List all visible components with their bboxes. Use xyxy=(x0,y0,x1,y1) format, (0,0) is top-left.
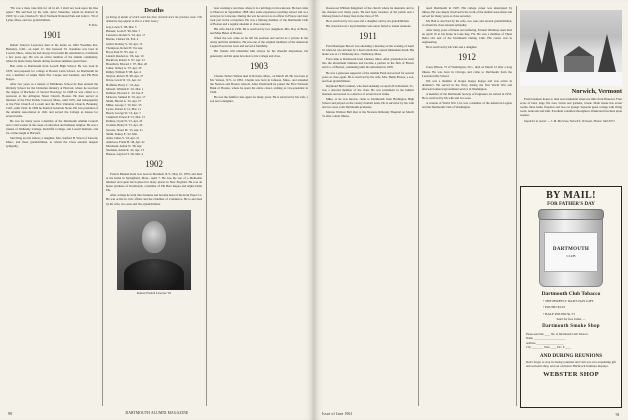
death-entry: Anderson, Frank H. '48, Apr. 22 xyxy=(106,139,145,144)
death-entry: Brouillard, Edward J. '07, Mar. 26 xyxy=(106,62,147,67)
obituary-paragraph: He is survived by his wife and a daughter. xyxy=(426,45,478,50)
ad-bullet: • HALF POUND $1.75 xyxy=(543,311,575,316)
death-entry: Slayton, Robert H. '08, Apr. 27 xyxy=(106,74,144,79)
death-entry: Davis, Lewis W. '10, Apr. 24 xyxy=(106,78,141,83)
obituary-paragraph: When the war came on he left his position and served as a private in the Army until the Armistice. He was one of the original members of the American Legion Post in his town and served it faithfully. xyxy=(210,36,308,49)
product-name: Dartmouth Club Tobacco xyxy=(541,291,601,297)
ad-desc: Send for free folder — xyxy=(556,317,586,322)
death-entry: Marsell, William E. '10, Mar. 1 xyxy=(106,86,144,91)
order-form-line[interactable]: Name ______________________ xyxy=(526,336,566,341)
obituary-text: tered Dartmouth in 1907. His college career was interrupted by illness. He was deeply involved in the work of the alumni association and served for many years as class secretary. xyxy=(422,6,512,19)
left-column-1 xyxy=(6,6,98,402)
page-number: 90 xyxy=(8,411,13,416)
norwich-inquiries: Inquiries to owner — J. M. McGraw, Norwich, Vermont. Phone: 649-3071 xyxy=(524,119,615,124)
deaths-list xyxy=(106,25,202,156)
obituary-paragraph: Jones Wilson, 72 of Washington, D.C., died on March 12 after a long illness. He was born in Chicago and came to Dartmouth from the Lawrenceville School. xyxy=(422,65,512,78)
left-footer xyxy=(8,411,306,416)
right-column-2 xyxy=(422,6,512,402)
ad-subhead: FOR FATHER'S DAY xyxy=(547,202,595,207)
obituary-paragraph: He was the faithful class agent for many years. He is survived by his wife, a son and a daughter. xyxy=(210,94,308,103)
death-entry: Barnes, Charles '02, Feb. 4 xyxy=(106,37,139,42)
death-entry: Hanson, Gaylord T. '46, Mar. 4 xyxy=(106,152,144,157)
death-entry: Cutler, Sidney A. '07, Apr. 30 xyxy=(106,66,142,71)
reunion-heading: AND DURING REUNIONS xyxy=(539,353,603,360)
ad-headline: BY MAIL! xyxy=(546,190,596,201)
obituary-text: Rosewood William Kingsford of the church where he attended, and to the channel over many years. He had been treasurer of his parish and a lifelong friend of many men in the class of '03. xyxy=(322,6,414,19)
obituary-paragraph: Surviving are his widow; a daughter, Mrs. Sanford B. Wood of Lincoln, Mass.; and three grandchildren, to whom the Class extends deepest sympathy. xyxy=(6,136,98,149)
death-entry: Lyons, Robert P. '12, Mar. 11 xyxy=(106,107,141,112)
obituary-paragraph: After two years as a master at Middlesex School he then entered the Divinity School for the Unitarian ministry at Harvard, where he received the degree of Bachelor of Sacred Theology. In 1908 he was called to a pastorate at the Arlington Street Church, Boston. He then served as minister of the First Parish, Concord, Mass., until 1935, and subsequently at the First Church of Lowell and the First Unitarian Church, Berkeley, Calif., until 1942. In 1906 he married Gertrude Stone. He was president of the Alumni Association in 1941 and served the College as trustee for several terms. xyxy=(6,81,98,119)
death-entry: Pellinan, Howard L. '10, Jan. 8 xyxy=(106,90,144,95)
tobacco-tin-image xyxy=(539,211,603,287)
obituary-paragraph: Robert Sancton Lawrence died at his home on 1902 Yosemite Rd., Berkeley, Calif., on April 17. Our honored '01 classmate was born in Lowell, Mass., where he had always lived until his retirement to California a few years ago. He was an active member of the alumni community, where he made many friends during fourteen summers spent there. xyxy=(6,43,98,64)
running-footer: Issue of June 1961 xyxy=(322,412,353,416)
obituary-paragraph: Marion Wallace Bell died at the Newton-Wellesley Hospital on March 31 after a short illness. xyxy=(322,109,414,118)
obituary-paragraph: Mr. Bell is survived by his wife, two sons and several grandchildren, to whom the class extends sympathy. xyxy=(422,19,512,28)
obituary-paragraph: He is survived by two sons and a daughter and by six grandchildren. xyxy=(326,19,410,24)
death-entry: Lawrence, Robert S. '01, Apr. 17 xyxy=(106,33,146,38)
obituary-paragraph: A veteran of World War I, he was a member of the American Legion and the Dartmouth Club of Washington. xyxy=(422,100,512,109)
obituary-paragraph: Mike, as he was known, came to Dartmouth from Burlington High School and played on the varsity football team. He is survived by his wife and two sons, both Dartmouth graduates. xyxy=(322,96,414,109)
obituary-paragraph: Bob came to Dartmouth from Lowell High School. He was born in 1878, and prepared for college at Boston Latin School. At Dartmouth he was a member of Alpha Delta Phi, Casque and Gauntlet, and Phi Beta Kappa. xyxy=(6,64,98,81)
norwich-ad-title: Norwich, Vermont xyxy=(571,88,622,95)
obituary-paragraph: His friends will remember him always for his cheerful disposition, his generosity and his quiet devotion to his College and class. xyxy=(210,49,308,58)
obituary-text: "He was a man, take him for all in all, I shall not look upon his like again." His survived by his wife, Alice Valentine, whom he married in 1903; by a son, Charles N. '46 of Vermont National Park and John C. '50 of Lyme, Mass, and two grandchildren. xyxy=(6,6,98,23)
obituary-paragraph: His wife died in 1936. He is survived by two daughters, Mrs. Ray of Barre, and Miss Helen of Boston. xyxy=(210,27,308,36)
obituary-paragraph: After many years of illness and suffering, Earnest Winthrop Auer died on April 19 at his home in Lake Ray, Fla. He was a member of Theta Delta Chi and of the Dartmouth Outing Club. His career was in engineering. xyxy=(422,28,512,45)
column-rule xyxy=(102,6,103,406)
right-column-1 xyxy=(322,6,414,402)
obituary-paragraph: Jim was a member of Kappa Kappa Kappa and was active in dramatics. He served in the Navy during the first World War and afterward entered government service in Washington. xyxy=(422,78,512,91)
death-entry: Perkins, Clyde W. '15, Apr. 25 xyxy=(106,119,143,124)
death-entry: Beach, George W. '13, Apr. 7 xyxy=(106,111,141,116)
signature: E.W.G. xyxy=(88,23,98,28)
photo-caption: Robert French Lawrow '01 xyxy=(136,290,172,295)
order-form-line[interactable]: City ________ State ____ Enc. $ ____ xyxy=(526,344,571,349)
death-entry: Campbell, Ernest P. '15, Mar. 13 xyxy=(106,115,145,120)
death-entry: Miller, George J. '10, Dec. 25 xyxy=(106,102,142,107)
order-form-line[interactable]: Please send me ____ lbs. of Dartmouth Club Tobacco. xyxy=(526,332,589,337)
obituary-text: beat working a real man, where it is a privilege to have known. He had come to Hanover in September 1898 after some experience teaching school and as a surveyor in Colorado. During the war he served as an officer in France and later took part in the occupation. He was a lifelong member of the Dartmouth Club of Boston and a regular attender at class reunions. xyxy=(210,6,308,27)
class-year-heading: 1911 xyxy=(359,31,377,42)
right-page xyxy=(314,0,628,420)
death-entry: Bennett, Louis P. '99, Mar. 7 xyxy=(106,29,141,34)
norwich-description: From business house to dual and residential street not mile from Hanover. Four acres of land, large flat area, lawns and gardens, brook. Main house has seven rooms, three baths, fireplace and two-car garage. Separate guest cottage with living room, bedroom and bath. Excellent condition throughout. Illustrated brochure upon request. xyxy=(520,97,622,118)
obituary-paragraph: His class has lost a loyal member who never failed to attend reunions. xyxy=(326,24,412,29)
death-entry: Hoffman, Harry C. '10, Apr. xyxy=(106,82,140,87)
running-footer: DARTMOUTH ALUMNI MAGAZINE xyxy=(125,411,189,415)
column-rule xyxy=(516,6,517,406)
column-rule xyxy=(206,6,207,406)
norwich-ad-text xyxy=(520,97,622,123)
obituary-paragraph: After college he went into business and became head of the Kent Paper Co. He was active in civic affairs and the Chamber of Commerce. He is survived by his wife, two sons and five grandchildren. xyxy=(106,193,202,206)
class-year-heading: 1912 xyxy=(458,52,476,63)
death-entry: Smith, Harold A. '10, Apr. 27 xyxy=(106,98,142,103)
obituary-paragraph: He was a generous supporter of the Alumni Fund and served for several years as class agent. He is survived by his wife, Mrs. Helen Brown, a son, and four grandchildren. xyxy=(322,70,414,83)
portrait-photo xyxy=(117,210,191,290)
death-entry: Tootikis, Henry P. '15, Apr. 26 xyxy=(106,123,143,128)
death-entry: Ridley, William F. '08, Apr. 4 xyxy=(106,70,142,75)
obituary-paragraph: He was for many years a member of the Dartmouth Alumni Council and a vital worker in the cause of education and humane religion. He was a trustee of Wellesley College, Radcliffe College, and Lowell Institute, and for a time taught at Harvard. xyxy=(6,119,98,136)
obituary-paragraph: Raymond Bell Cardinal, who died suddenly on April 20 in Rutland, Vt., was a devoted member of the class. He was prominent in the lumber business and served as a director of several local banks. xyxy=(322,83,414,96)
death-entry: Gay, Lewis S. '98, Mar. 3 xyxy=(106,25,137,30)
death-entry: Thompson, Robert H. '04, Apr. xyxy=(106,45,144,50)
death-entry: Morehead, Arthur N. '38, Apr. xyxy=(106,143,143,148)
death-entry: Smith, Sidney E. '22, Mar. xyxy=(106,131,138,136)
order-form-line[interactable]: Address ___________________ xyxy=(526,340,564,345)
tin-brand: DARTMOUTH xyxy=(552,246,590,252)
left-column-2 xyxy=(106,6,202,402)
death-entry: Gillett, Rodney S. '02, Apr. 15 xyxy=(106,41,143,46)
death-entry: Allen, James S. '23, Apr. 21 xyxy=(106,135,140,140)
norwich-house-photo xyxy=(520,10,622,86)
class-year-heading: 1903 xyxy=(250,60,268,71)
ad-bullet: • POUND $3.25 xyxy=(543,305,566,310)
obituary-paragraph: A member of the Dartmouth Society of Engineers, he retired in 1953. He is survived by his wife and two sons. xyxy=(422,91,512,100)
class-year-heading: 1901 xyxy=(43,30,61,41)
tobacco-advertisement xyxy=(520,186,622,408)
death-entry: Boyd, Paul W. '05, Apr. 4 xyxy=(106,49,137,54)
smoke-shop-name: Dartmouth Smoke Shop xyxy=(542,324,600,330)
death-entry: Mckown, Samuel R. '10, Apr. 17 xyxy=(106,94,146,99)
tin-sub: CLUB xyxy=(566,253,576,258)
obituary-paragraph: Fred Montague Brown was attending a meeting on the evening of April 16 when he was stricken by a heart attack that caused immediate death. His home was at 11 Wellesley Ave., Wellesley, Mass. xyxy=(322,44,414,57)
obituary-paragraph: Francis Bennett Kent was born in Marshall, N.Y., May 10, 1879, and died at his home in Springfield, Mass., April 7. He was the son of a Methodist minister and spent his boyhood in many places in New England. He was an honor graduate of Dartmouth, a member of Phi Beta Kappa and Alpha Delta Phi. xyxy=(106,172,202,193)
page-number: 91 xyxy=(615,412,620,417)
ad-bullet: • THE PERFECT DAD'S DAY GIFT xyxy=(543,299,594,303)
death-entry: Snedeker, Adam R. '42, Apr. 13 xyxy=(106,148,144,152)
obituary-paragraph: Fred came to Dartmouth from Chelsea, Mass. After graduation he went into the investment business and became a partner in the firm of Brown and Co. of Boston, continuing until his retirement in 1958. xyxy=(322,57,414,70)
column-rule xyxy=(418,6,419,406)
order-form[interactable] xyxy=(526,332,616,349)
deaths-heading: Deaths xyxy=(144,7,164,14)
class-year-heading: 1902 xyxy=(145,159,163,170)
death-entry: Stevens, Stuart M. '15, Apr. 21 xyxy=(106,127,143,132)
webster-shop-name: WEBSTER SHOP xyxy=(543,371,599,379)
death-entry: Lindell, Reuben G. '06, Apr. 10 xyxy=(106,53,144,58)
deaths-note: [A listing of deaths of which word has been received since the previous issue. Full obituaries may appear in this or a later issue.] xyxy=(106,16,202,23)
death-entry: Buckford, Robert S. '07, Apr. 13 xyxy=(106,57,145,62)
left-column-3 xyxy=(210,6,308,402)
obituary-paragraph: Charles Tarbox Wilson died in Newton, Mass., on March 28. He was born at Mt. Vernon, N.Y., in 1881. Charlie was born in Johnson, Mass., and attended the Newton and Boston schools. After Dartmouth he joined the First National Bank of Boston, where he spent his entire career, retiring as vice-president in 1946. xyxy=(210,73,308,94)
reunion-text: Don't forget to stop in during reunions and visit our ever-expanding gift and souvenir shop, and our exclusive Hitchcock furniture displays. xyxy=(526,360,616,369)
right-footer xyxy=(322,412,620,416)
